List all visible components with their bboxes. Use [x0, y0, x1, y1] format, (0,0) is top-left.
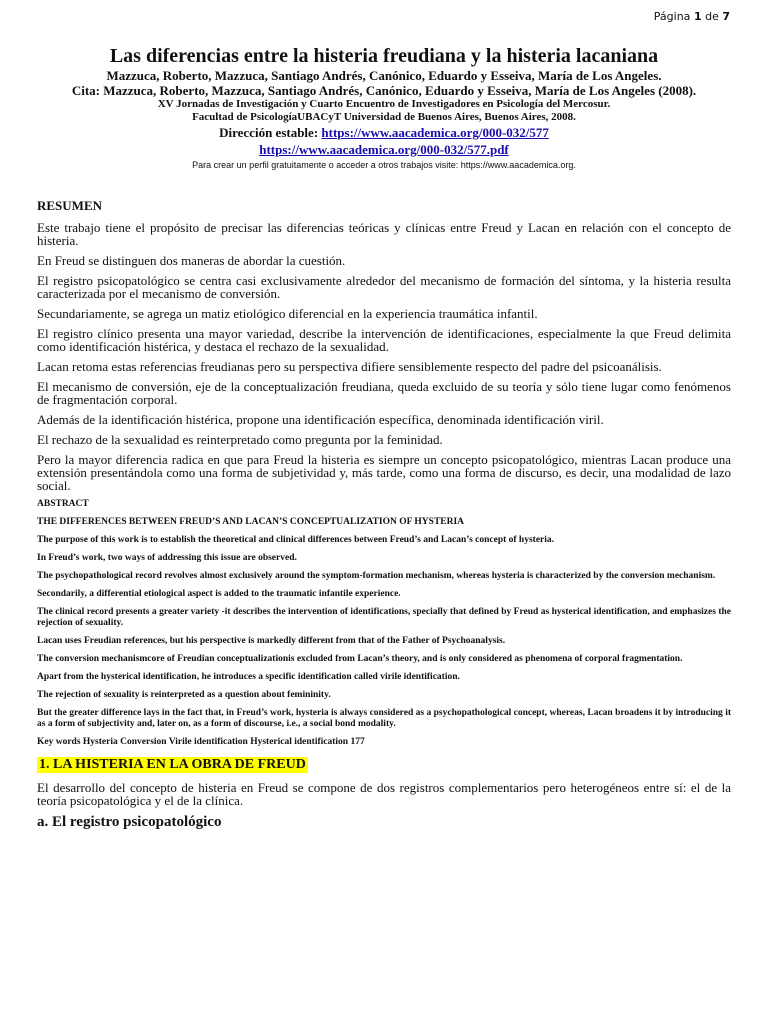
resumen-heading: RESUMEN — [37, 198, 103, 213]
section-1-paragraph: El desarrollo del concepto de histeria en Freud se compone de dos registros complementarios pero heterogéneos entre sí: el de la teoría psicopatológica y el de la clínica. — [37, 780, 731, 808]
abstract-title: THE DIFFERENCES BETWEEN FREUD’S AND LACAN’S CONCEPTUALIZATION OF HYSTERIA — [37, 517, 465, 527]
abstract-paragraph: The purpose of this work is to establish the theoretical and clinical differences between Freud’s and Lacan’s concept of hysteria. — [37, 535, 555, 545]
resumen-paragraph: En Freud se distinguen dos maneras de abordar la cuestión. — [37, 253, 346, 268]
section-1-heading: 1. LA HISTERIA EN LA OBRA DE FREUD — [39, 757, 306, 772]
resumen-paragraph: El rechazo de la sexualidad es reinterpretado como pregunta por la feminidad. — [37, 432, 443, 447]
abstract-paragraph: In Freud’s work, two ways of addressing this issue are observed. — [37, 553, 297, 563]
abstract-paragraph: Secondarily, a differential etiological aspect is added to the traumatic infantile experience. — [37, 589, 401, 599]
page-number: Página 1 de 7 — [653, 10, 730, 23]
resumen-paragraph: Además de la identificación histérica, propone una identificación específica, denominada identificación viril. — [37, 412, 604, 427]
pdf-url-line — [20, 142, 748, 158]
resumen-paragraph: El registro clínico presenta una mayor variedad, describe la intervención de identificaciones, especialmente la que Freud delimita como identificación histérica, y destaca el rechazo de la sexualidad. — [37, 326, 731, 354]
stable-url-link[interactable]: https://www.aacademica.org/000-032/577 — [321, 125, 549, 140]
profile-note: Para crear un perfil gratuitamente o acceder a otros trabajos visite: https://www.aacademica.org. — [192, 160, 576, 170]
resumen-paragraph: Secundariamente, se agrega un matiz etiológico diferencial en la experiencia traumática infantil. — [37, 306, 538, 321]
conference-line: XV Jornadas de Investigación y Cuarto Encuentro de Investigadores en Psicología del Mercosur. — [157, 98, 611, 110]
keywords-line: Key words Hysteria Conversion Virile identification Hysterical identification 177 — [37, 737, 365, 747]
citation-line: Cita: Mazzuca, Roberto, Mazzuca, Santiago Andrés, Canónico, Eduardo y Esseiva, María de Los Angeles (2008). — [71, 83, 697, 98]
faculty-line: Facultad de PsicologíaUBACyT Universidad de Buenos Aires, Buenos Aires, 2008. — [192, 111, 576, 123]
abstract-paragraph: The rejection of sexuality is reinterpreted as a question about femininity. — [37, 690, 331, 700]
stable-address-label: Dirección estable: — [219, 125, 319, 140]
document-header — [20, 44, 748, 170]
abstract-paragraph: Lacan uses Freudian references, but his perspective is markedly different from that of the Father of Psychoanalysis. — [37, 636, 506, 646]
section-1a-heading: a. El registro psicopatológico — [37, 814, 222, 830]
abstract-paragraph: But the greater difference lays in the fact that, in Freud’s work, hysteria is always considered as a psychopathological concept, whereas, Lacan broadens it by introducing it as a form of subjectivity and, later on, as a form of discourse, i.e., a social bond modality. — [37, 708, 731, 729]
resumen-paragraph: El registro psicopatológico se centra casi exclusivamente alrededor del mecanismo de formación del síntoma, y la histeria resulta caracterizada por el mecanismo de conversión. — [37, 273, 731, 301]
pdf-url-link[interactable]: https://www.aacademica.org/000-032/577.pdf — [259, 142, 509, 157]
resumen-paragraph: Este trabajo tiene el propósito de precisar las diferencias teóricas y clínicas entre Freud y Lacan en relación con el concepto de histeria. — [37, 220, 731, 248]
stable-address — [20, 125, 748, 141]
resumen-paragraph: El mecanismo de conversión, eje de la conceptualización freudiana, queda excluido de su teoría y sólo tiene lugar como fenómenos de fragmentación corporal. — [37, 379, 731, 407]
abstract-paragraph: The clinical record presents a greater variety -it describes the intervention of identifications, specially that defined by Freud as hysterical identification, and emphasizes the rejection of sexuality. — [37, 607, 731, 628]
abstract-heading: ABSTRACT — [37, 499, 89, 509]
resumen-paragraph: Pero la mayor diferencia radica en que para Freud la histeria es siempre un concepto psicopatológico, mientras Lacan produce una extensión presentándola como una forma de subjetividad y, más tarde, como una forma de discurso, es decir, una modalidad de lazo social. — [37, 452, 731, 493]
document-title: Las diferencias entre la histeria freudiana y la histeria lacaniana — [109, 45, 659, 67]
resumen-paragraph: Lacan retoma estas referencias freudianas pero su perspectiva difiere sensiblemente respecto del padre del psicoanálisis. — [37, 359, 662, 374]
abstract-paragraph: The psychopathological record revolves almost exclusively around the symptom-formation mechanism, whereas hysteria is characterized by the conversion mechanism. — [37, 571, 716, 581]
abstract-paragraph: The conversion mechanismcore of Freudian conceptualizationis excluded from Lacan’s theory, and is only considered as phenomena of corporal fragmentation. — [37, 654, 683, 664]
abstract-paragraph: Apart from the hysterical identification, he introduces a specific identification called virile identification. — [37, 672, 460, 682]
document-body — [37, 198, 731, 831]
authors-line: Mazzuca, Roberto, Mazzuca, Santiago Andrés, Canónico, Eduardo y Esseiva, María de Los Angeles. — [106, 68, 662, 83]
